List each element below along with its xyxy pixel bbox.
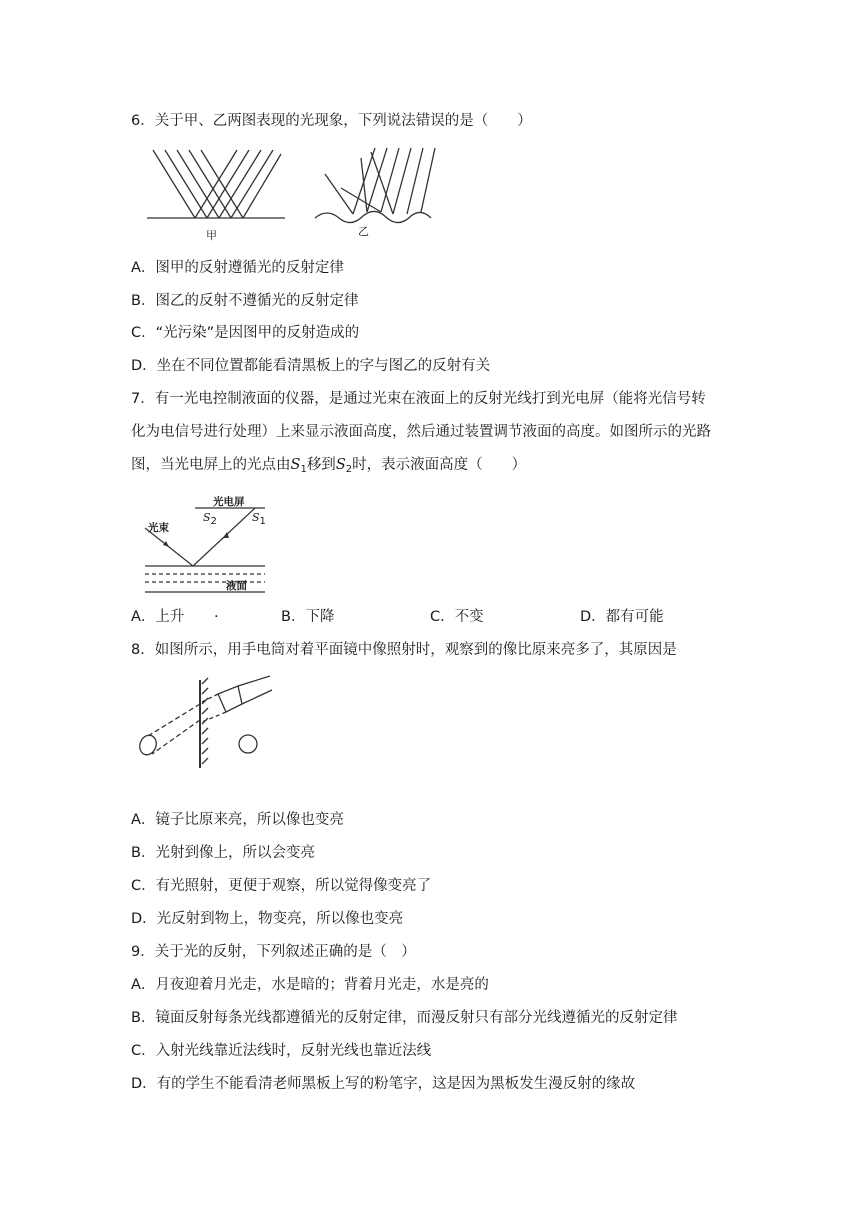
diffuse-reflection-diagram — [315, 148, 435, 223]
figure-label-yi: 乙 — [358, 225, 369, 238]
q6-option-b: B．图乙的反射不遵循光的反射定律 — [131, 293, 359, 309]
q8-option-b: B．光射到像上，所以会变亮 — [131, 845, 315, 861]
q8-option-a: A．镜子比原来亮，所以像也变亮 — [131, 812, 344, 828]
q8-option-d: D．光反射到物上，物变亮，所以像也变亮 — [131, 911, 404, 927]
q8-option-c: C．有光照射，更便于观察，所以觉得像变亮了 — [131, 878, 432, 894]
q8-flashlight-mirror-figure — [130, 672, 280, 772]
stray-mark: · — [214, 609, 219, 625]
q9-option-d: D．有的学生不能看清老师黑板上写的粉笔字，这是因为黑板发生漫反射的缘故 — [131, 1076, 636, 1092]
q9-stem: 9．关于光的反射，下列叙述正确的是（ ） — [131, 944, 416, 960]
q9-option-c: C．入射光线靠近法线时，反射光线也靠近法线 — [131, 1043, 432, 1059]
q6-option-d: D．坐在不同位置都能看清黑板上的字与图乙的反射有关 — [131, 358, 491, 374]
q7-stem-line1: 7．有一光电控制液面的仪器，是通过光束在液面上的反射光线打到光电屏（能将光信号转 — [131, 391, 706, 407]
q7-stem-line3-post: 时，表示液面高度（ ） — [352, 457, 527, 473]
q7-option-a: A．上升 — [131, 609, 185, 625]
q6-option-a: A．图甲的反射遵循光的反射定律 — [131, 260, 344, 276]
fig-s2-label: $S_2$ — [203, 511, 217, 527]
fig-s1-label: $S_1$ — [252, 511, 266, 527]
s2-symbol: S — [335, 457, 346, 473]
beam-label: 光束 — [148, 522, 169, 534]
q6-figure — [135, 138, 455, 248]
screen-label: 光电屏 — [213, 496, 245, 508]
q7-option-c: C．不变 — [430, 609, 484, 625]
q7-stem-line3-pre: 图，当光电屏上的光点由 — [131, 457, 291, 473]
q7-stem-line3-mid: 移到 — [306, 457, 336, 473]
q7-light-path-figure — [135, 488, 275, 596]
specular-reflection-diagram — [147, 150, 285, 218]
q9-option-a: A．月夜迎着月光走，水是暗的；背着月光走，水是亮的 — [131, 977, 489, 993]
q7-option-d: D．都有可能 — [580, 609, 664, 625]
q6-option-c: C．“光污染”是因图甲的反射造成的 — [131, 325, 360, 341]
s1-subscript: 1 — [300, 464, 307, 475]
s1-symbol: S — [290, 457, 301, 473]
q8-stem: 8．如图所示，用手电筒对着平面镜中像照射时，观察到的像比原来亮多了，其原因是 — [131, 642, 677, 658]
s2-subscript: 2 — [345, 464, 353, 475]
q7-option-b: B．下降 — [281, 609, 335, 625]
q7-stem-line2: 化为电信号进行处理）上来显示液面高度，然后通过装置调节液面的高度。如图所示的光路 — [131, 424, 711, 440]
q6-stem: 6．关于甲、乙两图表现的光现象，下列说法错误的是（ ） — [131, 113, 532, 129]
figure-label-jia: 甲 — [206, 229, 217, 242]
q9-option-b: B．镜面反射每条光线都遵循光的反射定律，而漫反射只有部分光线遵循光的反射定律 — [131, 1010, 678, 1026]
surface-label: 液面 — [226, 580, 247, 592]
q7-stem-line3 — [131, 455, 526, 480]
